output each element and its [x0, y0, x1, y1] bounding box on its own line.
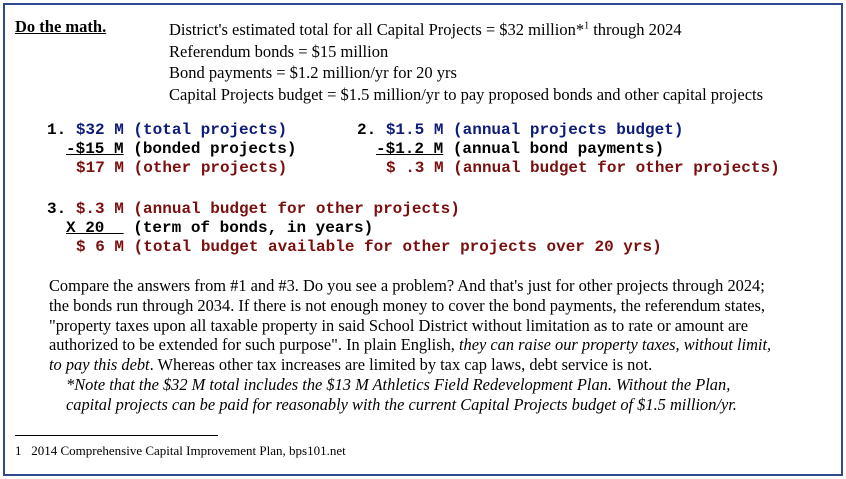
- footnote: [15, 443, 346, 459]
- calc3-row3: $ 6 M (total budget available for other projects over 20 yrs): [76, 238, 662, 256]
- intro-line-budget: Capital Projects budget = $1.5 million/yr to pay proposed bonds and other capital projects: [169, 84, 764, 104]
- calc1-value1: $32 M: [75, 121, 124, 139]
- footnote-divider: [15, 435, 218, 436]
- calc2-row2: -$1.2 M (annual bond payments): [376, 140, 665, 158]
- calc1-row1: 1. $32 M (total projects): [47, 121, 288, 139]
- footnote-text: 2014 Comprehensive Capital Improvement Plan, bps101.net: [31, 443, 346, 458]
- calc3-result: $ 6 M: [76, 238, 125, 256]
- calc3-value1: $.3 M: [75, 200, 124, 218]
- calc1-row3: $17 M (other projects): [76, 159, 288, 177]
- calc1-value2: -$15 M: [66, 140, 124, 158]
- footnote-ref: 1: [584, 20, 590, 32]
- calc3-row1: 3. $.3 M (annual budget for other projects): [47, 200, 460, 218]
- analysis-paragraph: Compare the answers from #1 and #3. Do you see a problem? And that's just for other projects through 2024; the bonds run through 2034. If there is not enough money to cover the bond payments, the referendum states, "property taxes upon all taxable property in said School District without limitation as to rate or amount are authorized to be extended for such purpose". In plain English, they can raise our property taxes, without limit, to pay this debt. Whereas other tax increases are limited by tax cap laws, debt service is not.: [49, 276, 772, 375]
- intro-line-payments: Bond payments = $1.2 million/yr for 20 yrs: [169, 63, 457, 82]
- note: *Note that the $32 M total includes the $13 M Athletics Field Redevelopment Plan. Without the Plan, capital projects can be paid for reasonably with the current Capital Projects budget of $1.5 million/yr.: [66, 375, 737, 414]
- footnote-number: 1: [15, 443, 22, 458]
- calc3-row2: X 20 (term of bonds, in years): [66, 219, 374, 237]
- intro-line-bonds: Referendum bonds = $15 million: [169, 41, 389, 61]
- calc2-value1: $1.5 M: [385, 121, 444, 139]
- heading: Do the math.: [15, 17, 107, 36]
- calc1-result: $17 M: [76, 159, 125, 177]
- calc3-value2: X 20: [66, 219, 124, 237]
- intro-block: [169, 19, 763, 105]
- calc2-value2: -$1.2 M: [376, 140, 444, 158]
- calc2-row1: 2. $1.5 M (annual projects budget): [357, 121, 684, 139]
- calc2-result: $ .3 M: [386, 159, 444, 177]
- intro-line-total: District's estimated total for all Capital Projects = $32 million*$^1$ through 2024: [169, 20, 682, 39]
- calc1-row2: -$15 M (bonded projects): [66, 140, 297, 158]
- calc2-row3: $ .3 M (annual budget for other projects): [386, 159, 780, 177]
